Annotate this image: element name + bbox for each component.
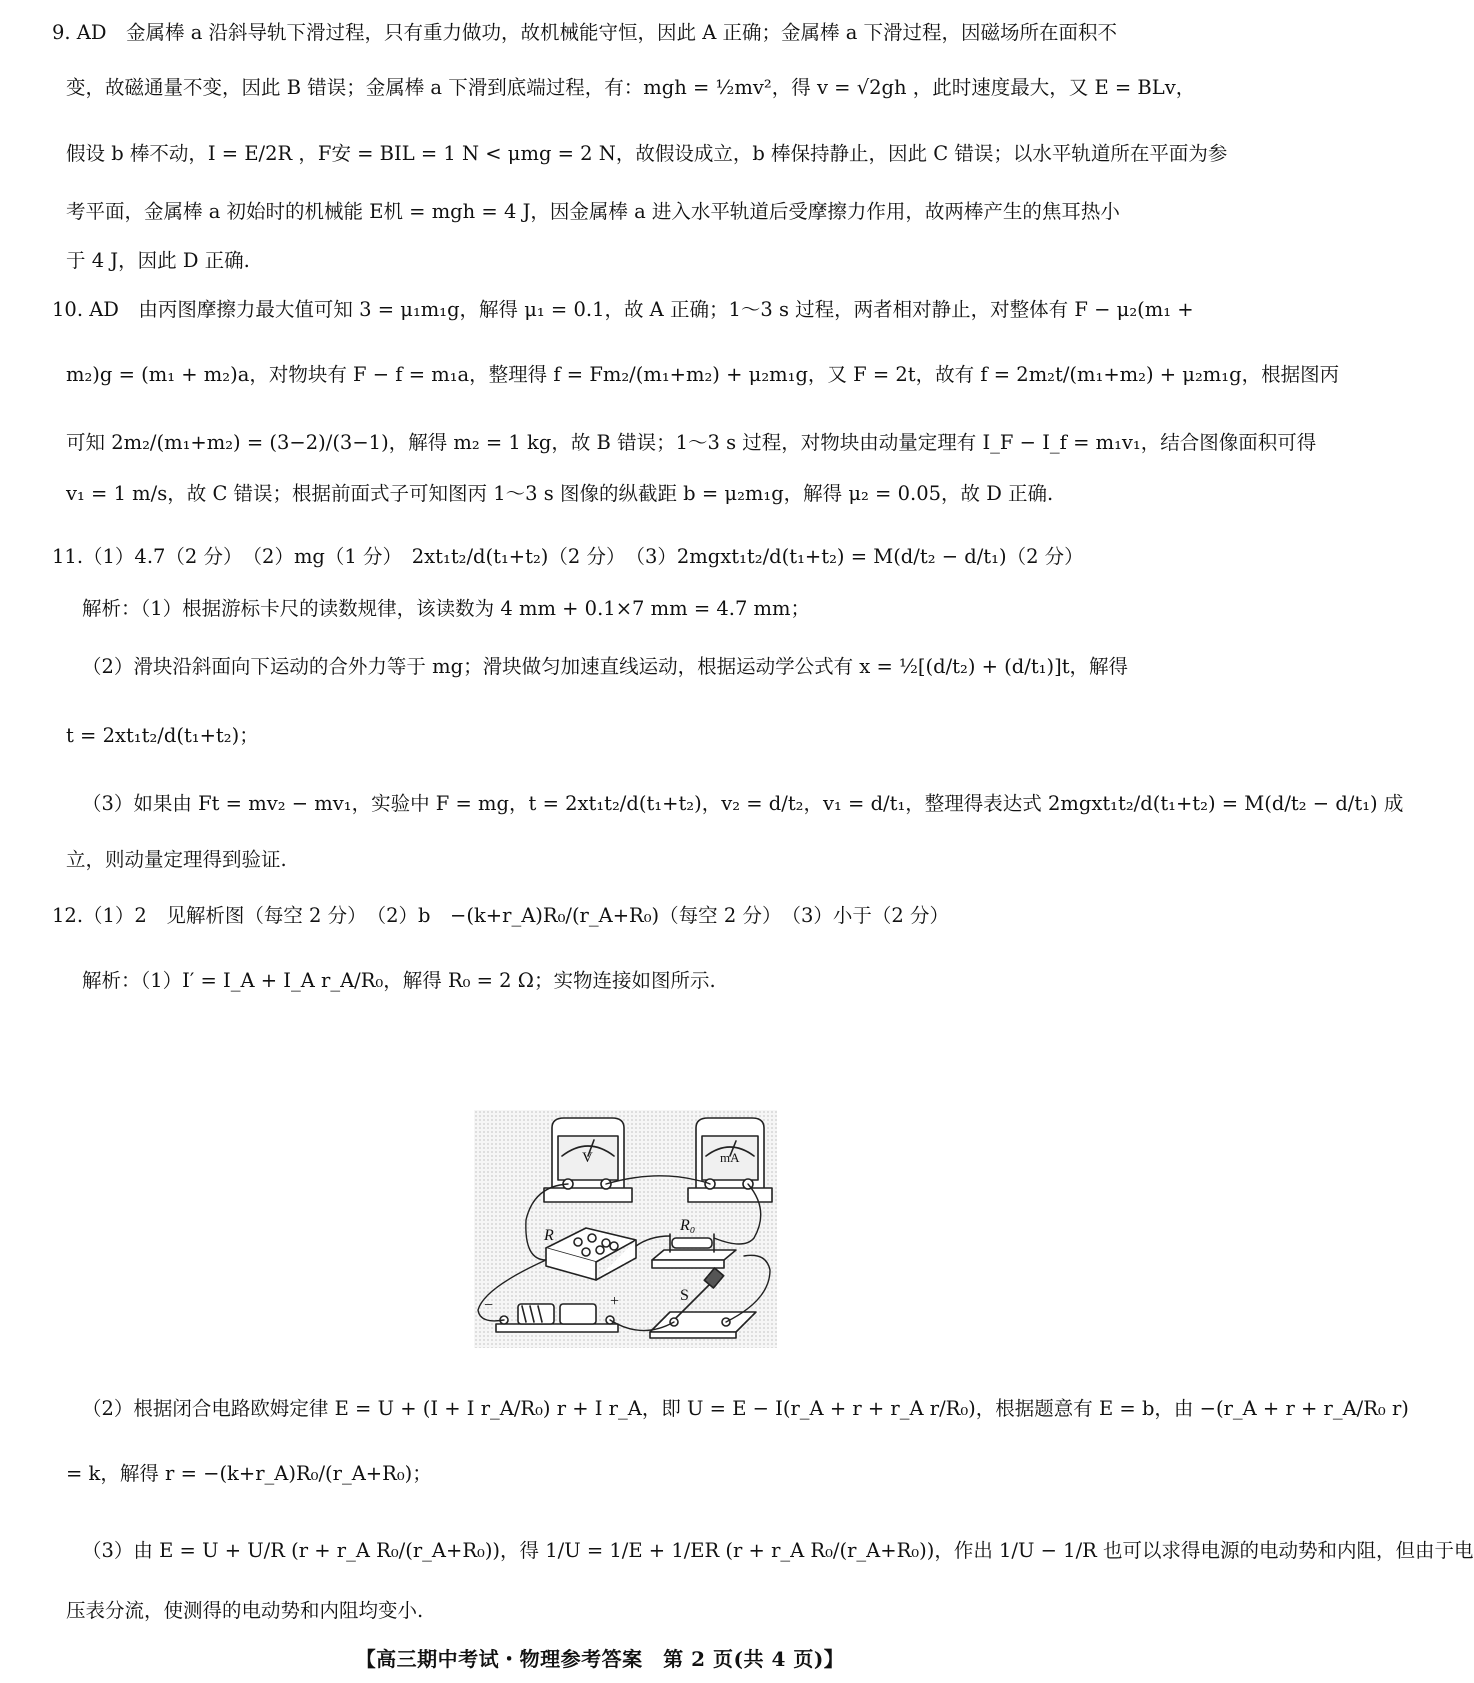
q9-line-2: 变，故磁通量不变，因此 B 错误；金属棒 a 下滑到底端过程，有：mgh = ½mv²，得 v = √2gh ，此时速度最大，又 E = BLv，	[66, 76, 1196, 99]
fixed-resistor-r0	[652, 1234, 736, 1268]
resistance-box-label: R	[544, 1227, 554, 1244]
q12-analysis-2-result: = k，解得 r = −(k+r_A)R₀/(r_A+R₀)；	[66, 1462, 432, 1485]
q11-analysis-2: （2）滑块沿斜面向下运动的合外力等于 mg；滑块做匀加速直线运动，根据运动学公式有 x = ½[(d/t₂) + (d/t₁)]t，解得	[82, 655, 1129, 678]
q10-line-4: v₁ = 1 m/s，故 C 错误；根据前面式子可知图丙 1～3 s 图像的纵截距 b = μ₂m₁g，解得 μ₂ = 0.05，故 D 正确.	[66, 482, 1054, 505]
milliammeter-label: mA	[720, 1150, 740, 1165]
battery-pack	[496, 1304, 618, 1332]
q11-analysis-3-end: 立，则动量定理得到验证.	[66, 848, 287, 871]
knife-switch	[650, 1268, 756, 1338]
q9-line-5: 于 4 J，因此 D 正确.	[66, 249, 250, 272]
q9-line-4: 考平面，金属棒 a 初始时的机械能 E机 = mgh = 4 J，因金属棒 a 进入水平轨道后受摩擦力作用，故两棒产生的焦耳热小	[66, 200, 1120, 223]
q12-analysis-2: （2）根据闭合电路欧姆定律 E = U + (I + I r_A/R₀) r + I r_A，即 U = E − I(r_A + r + r_A r/R₀)，根据题意有 E = b，由 −(r_A + r + r_A/R₀ r)	[82, 1397, 1409, 1420]
switch-label: S	[680, 1287, 689, 1304]
page-footer: 【高三期中考试・物理参考答案 第 2 页(共 4 页)】	[355, 1647, 845, 1671]
resistance-box	[546, 1228, 636, 1280]
q10-line-2: m₂)g = (m₁ + m₂)a，对物块有 F − f = m₁a，整理得 f = Fm₂/(m₁+m₂) + μ₂m₁g，又 F = 2t，故有 f = 2m₂t/(m₁+m₂) + μ₂m₁g，根据图丙	[66, 363, 1340, 386]
q12-answer-line: 12.（1）2 见解析图（每空 2 分） （2）b −(k+r_A)R₀/(r_A+R₀)（每空 2 分） （3）小于（2 分）	[52, 904, 949, 927]
q9-line-1: 9. AD 金属棒 a 沿斜导轨下滑过程，只有重力做功，故机械能守恒，因此 A 正确；金属棒 a 下滑过程，因磁场所在面积不	[52, 21, 1118, 44]
q11-analysis-3: （3）如果由 Ft = mv₂ − mv₁，实验中 F = mg，t = 2xt₁t₂/d(t₁+t₂)，v₂ = d/t₂，v₁ = d/t₁，整理得表达式 2mgxt₁t₂/d(t₁+t₂) = M(d/t₂ − d/t₁) 成	[82, 792, 1404, 815]
q12-analysis-3: （3）由 E = U + U/R (r + r_A R₀/(r_A+R₀))，得 1/U = 1/E + 1/ER (r + r_A R₀/(r_A+R₀))，作出 1/U − 1/R 也可以求得电源的电动势和内阻，但由于电	[82, 1539, 1474, 1562]
battery-minus-label: −	[484, 1297, 494, 1314]
q12-analysis-1: 解析：（1）I′ = I_A + I_A r_A/R₀，解得 R₀ = 2 Ω；实物连接如图所示.	[82, 969, 716, 992]
q11-analysis-2-result: t = 2xt₁t₂/d(t₁+t₂)；	[66, 724, 259, 747]
q10-line-1: 10. AD 由丙图摩擦力最大值可知 3 = μ₁m₁g，解得 μ₁ = 0.1，故 A 正确；1～3 s 过程，两者相对静止，对整体有 F − μ₂(m₁ +	[52, 298, 1194, 321]
q9-line-3: 假设 b 棒不动，I = E/2R ，F安 = BIL = 1 N < μmg = 2 N，故假设成立，b 棒保持静止，因此 C 错误；以水平轨道所在平面为参	[66, 142, 1228, 165]
battery-plus-label: +	[610, 1293, 620, 1310]
r0-label: R₀	[680, 1217, 696, 1234]
circuit-diagram	[474, 1110, 777, 1348]
q12-analysis-3-end: 压表分流，使测得的电动势和内阻均变小.	[66, 1599, 424, 1622]
q10-line-3: 可知 2m₂/(m₁+m₂) = (3−2)/(3−1)，解得 m₂ = 1 kg，故 B 错误；1～3 s 过程，对物块由动量定理有 I_F − I_f = m₁v₁，结合图像面积可得	[66, 431, 1317, 454]
q11-answer-line: 11.（1）4.7（2 分） （2）mg（1 分） 2xt₁t₂/d(t₁+t₂)（2 分） （3）2mgxt₁t₂/d(t₁+t₂) = M(d/t₂ − d/t₁)（2 分）	[52, 545, 1084, 568]
q11-analysis-1: 解析：（1）根据游标卡尺的读数规律，该读数为 4 mm + 0.1×7 mm = 4.7 mm；	[82, 597, 811, 620]
voltmeter-label: V	[582, 1150, 593, 1166]
